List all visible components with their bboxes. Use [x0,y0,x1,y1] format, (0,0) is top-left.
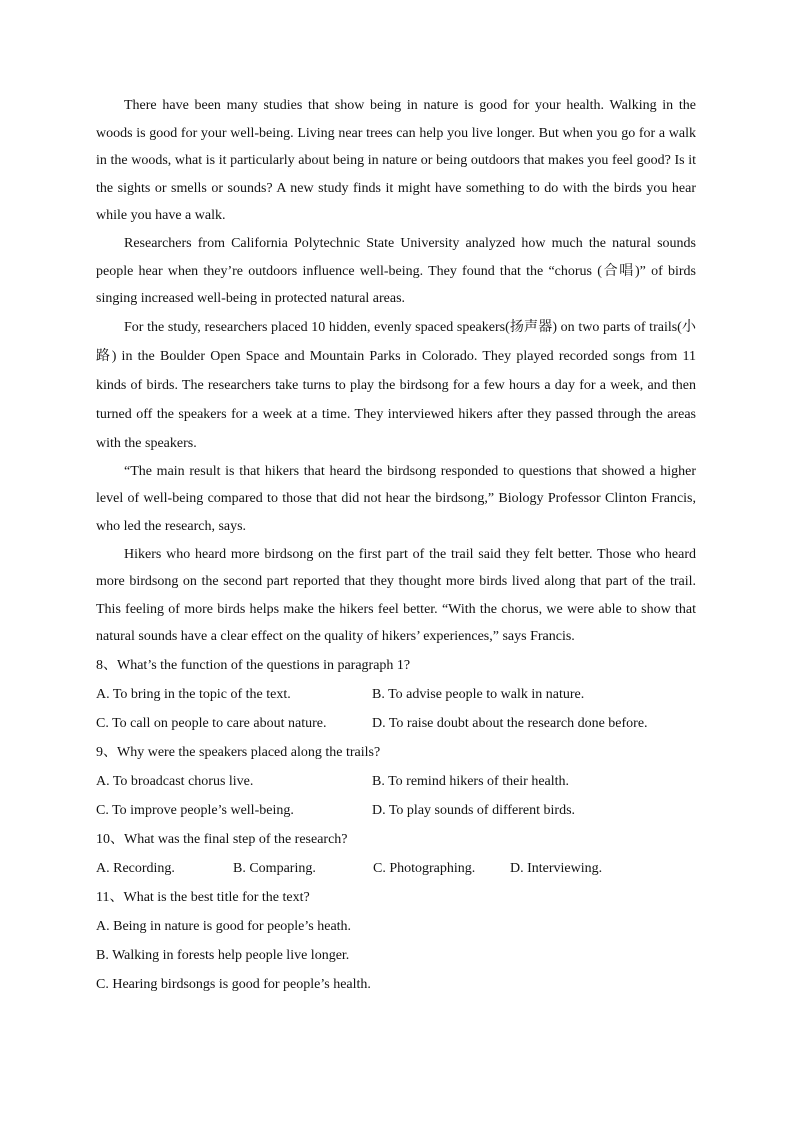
option-a: A. Recording. [96,860,175,876]
question-8 [96,651,696,738]
option-b: B. Walking in forests help people live longer. [96,947,350,963]
option-d: D. Interviewing. [510,860,603,876]
question-10 [96,825,696,883]
passage-paragraph-2: Researchers from California Polytechnic State University analyzed how much the natural sounds people hear when they’re outdoors influence well-being. They found that the “chorus (合唱)” of birds singing increased well-being in protected natural areas. [96,235,696,307]
option-c: C. To improve people’s well-being. [96,802,294,818]
option-b: B. To advise people to walk in nature. [372,686,585,702]
passage-paragraph-5: Hikers who heard more birdsong on the first part of the trail said they felt better. Those who heard more birdsong on the second part reported that they thought more birds lived along that part of the trail. This feeling of more birds helps make the hikers feel better. “With the chorus, we were able to show that natural sounds have a clear effect on the quality of hikers’ experiences,” says Francis. [96,546,696,645]
question-stem: 10、What was the final step of the research? [96,831,348,847]
option-c: C. To call on people to care about nature. [96,715,327,731]
option-d: D. To raise doubt about the research done before. [372,715,648,731]
question-9 [96,738,696,825]
question-11 [96,883,696,999]
option-c: C. Hearing birdsongs is good for people’s health. [96,976,371,992]
question-options [96,912,696,999]
document-page [96,92,696,999]
option-a: A. Being in nature is good for people’s heath. [96,918,352,934]
passage-paragraph-3: For the study, researchers placed 10 hidden, evenly spaced speakers(扬声器) on two parts of trails(小路) in the Boulder Open Space and Mountain Parks in Colorado. They played recorded songs from 11 kinds of birds. The researchers take turns to play the birdsong for a few hours a day for a week, and then turned off the speakers for a week at a time. They interviewed hikers after they passed through the areas with the speakers. [96,319,696,451]
question-options [96,680,696,738]
question-options [96,854,696,883]
passage-paragraph-4: “The main result is that hikers that heard the birdsong responded to questions that showed a higher level of well-being compared to those that did not hear the birdsong,” Biology Professor Clinton Francis, who led the research, says. [96,463,696,534]
passage-paragraph-1: There have been many studies that show being in nature is good for your health. Walking in the woods is good for your well-being. Living near trees can help you live longer. But when you go for a walk in the woods, what is it particularly about being in nature or being outdoors that makes you feel good? Is it the sights or smells or sounds? A new study finds it might have something to do with the birds you hear while you have a walk. [96,98,696,224]
option-c: C. Photographing. [373,860,476,876]
option-b: B. Comparing. [233,860,316,876]
question-options [96,767,696,825]
question-stem: 8、What’s the function of the questions in paragraph 1? [96,657,411,673]
option-b: B. To remind hikers of their health. [372,773,570,789]
option-a: A. To bring in the topic of the text. [96,686,291,702]
question-stem: 9、Why were the speakers placed along the trails? [96,744,381,760]
question-stem: 11、What is the best title for the text? [96,889,310,905]
option-a: A. To broadcast chorus live. [96,773,254,789]
option-d: D. To play sounds of different birds. [372,802,576,818]
